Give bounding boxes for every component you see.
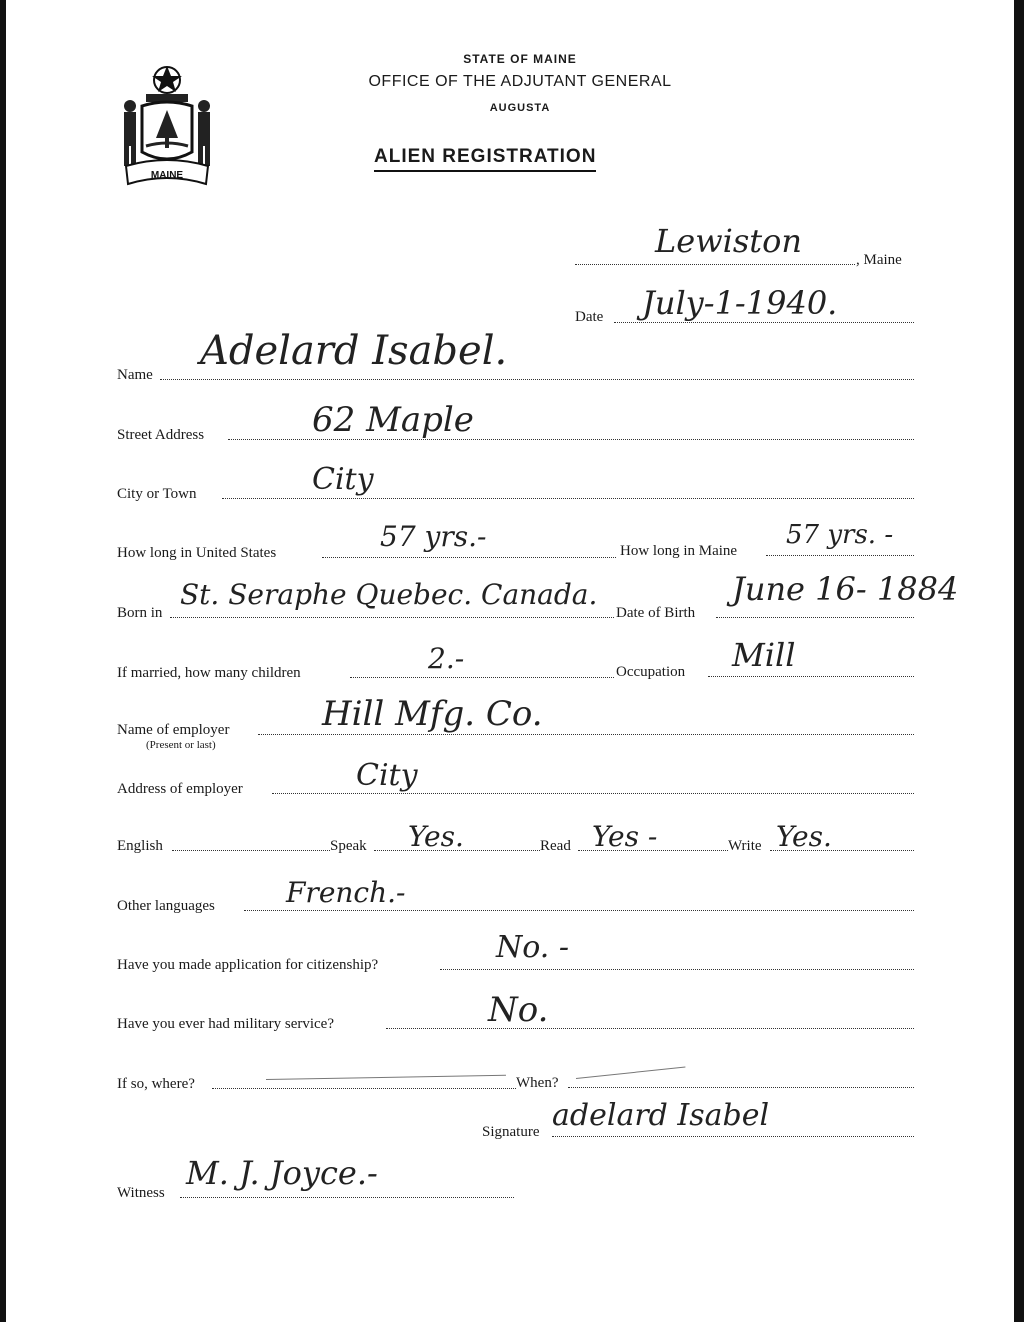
military-value: No.: [488, 990, 549, 1030]
street-value: 62 Maple: [312, 400, 474, 440]
occupation-value: Mill: [732, 636, 796, 674]
children-line: [350, 677, 614, 678]
scan-border-right: [1014, 0, 1024, 1322]
signature-label: Signature: [482, 1124, 540, 1140]
other-languages-line: [244, 910, 914, 911]
born-in-label: Born in: [117, 605, 163, 621]
military-label: Have you ever had military service?: [117, 1016, 334, 1032]
birth-date-line: [716, 617, 914, 618]
speak-label: Speak: [330, 838, 367, 854]
name-value: Adelard Isabel.: [200, 328, 508, 374]
maine-duration-value: 57 yrs. -: [786, 520, 894, 550]
where-line: [212, 1088, 516, 1089]
english-line: [172, 850, 330, 851]
birth-date-value: June 16- 1884: [732, 570, 959, 608]
us-duration-value: 57 yrs.-: [380, 520, 487, 553]
read-label: Read: [540, 838, 571, 854]
employer-label: Name of employer: [117, 722, 230, 738]
seal-banner-text: MAINE: [150, 170, 184, 181]
other-languages-label: Other languages: [117, 898, 215, 914]
born-in-value: St. Seraphe Quebec. Canada.: [180, 578, 598, 611]
name-label: Name: [117, 367, 153, 383]
born-in-line: [170, 617, 614, 618]
when-strike: [576, 1067, 686, 1079]
employer-note: (Present or last): [146, 739, 216, 751]
military-line: [386, 1028, 914, 1029]
header-city: AUGUSTA: [489, 102, 551, 114]
form-title: ALIEN REGISTRATION: [374, 146, 596, 172]
header-office: OFFICE OF THE ADJUTANT GENERAL: [368, 73, 672, 90]
witness-line: [180, 1197, 514, 1198]
citizenship-label: Have you made application for citizenship?: [117, 957, 379, 973]
english-label: English: [117, 838, 163, 854]
header-state: STATE OF MAINE: [463, 52, 577, 66]
employer-address-label: Address of employer: [117, 781, 243, 797]
state-seal: [112, 62, 222, 190]
children-value: 2.-: [428, 642, 465, 675]
maine-duration-line: [766, 555, 914, 556]
city-label: City or Town: [117, 486, 197, 502]
signature-line: [552, 1136, 914, 1137]
speak-value: Yes.: [408, 820, 464, 853]
employer-address-value: City: [356, 758, 418, 793]
employer-line: [258, 734, 914, 735]
read-value: Yes -: [592, 820, 658, 853]
witness-value: M. J. Joyce.-: [186, 1154, 378, 1192]
write-label: Write: [728, 838, 762, 854]
birth-date-label: Date of Birth: [616, 605, 696, 621]
when-line: [568, 1087, 914, 1088]
date-label: Date: [575, 309, 604, 325]
us-duration-line: [322, 557, 616, 558]
date-line: [614, 322, 914, 323]
citizenship-value: No. -: [496, 930, 569, 965]
city-line: [222, 498, 914, 499]
occupation-line: [708, 676, 914, 677]
maine-duration-label: How long in Maine: [620, 543, 738, 559]
date-value: July-1-1940.: [642, 284, 838, 322]
name-line: [160, 379, 914, 380]
employer-address-line: [272, 793, 914, 794]
children-label: If married, how many children: [117, 665, 301, 681]
occupation-label: Occupation: [616, 664, 686, 680]
us-duration-label: How long in United States: [117, 545, 277, 561]
employer-value: Hill Mfg. Co.: [322, 694, 543, 734]
maine-label: , Maine: [856, 252, 902, 268]
city-value: City: [312, 462, 374, 497]
where-strike: [266, 1075, 506, 1080]
signature-value: adelard Isabel: [552, 1098, 770, 1133]
scan-border-left: [0, 0, 6, 1322]
witness-label: Witness: [117, 1185, 165, 1201]
street-label: Street Address: [117, 427, 205, 443]
town-line: [575, 264, 855, 265]
town-value: Lewiston: [655, 222, 802, 260]
citizenship-line: [440, 969, 914, 970]
write-value: Yes.: [776, 820, 832, 853]
where-label: If so, where?: [117, 1076, 195, 1092]
when-label: When?: [516, 1075, 559, 1091]
other-languages-value: French.-: [286, 876, 406, 909]
